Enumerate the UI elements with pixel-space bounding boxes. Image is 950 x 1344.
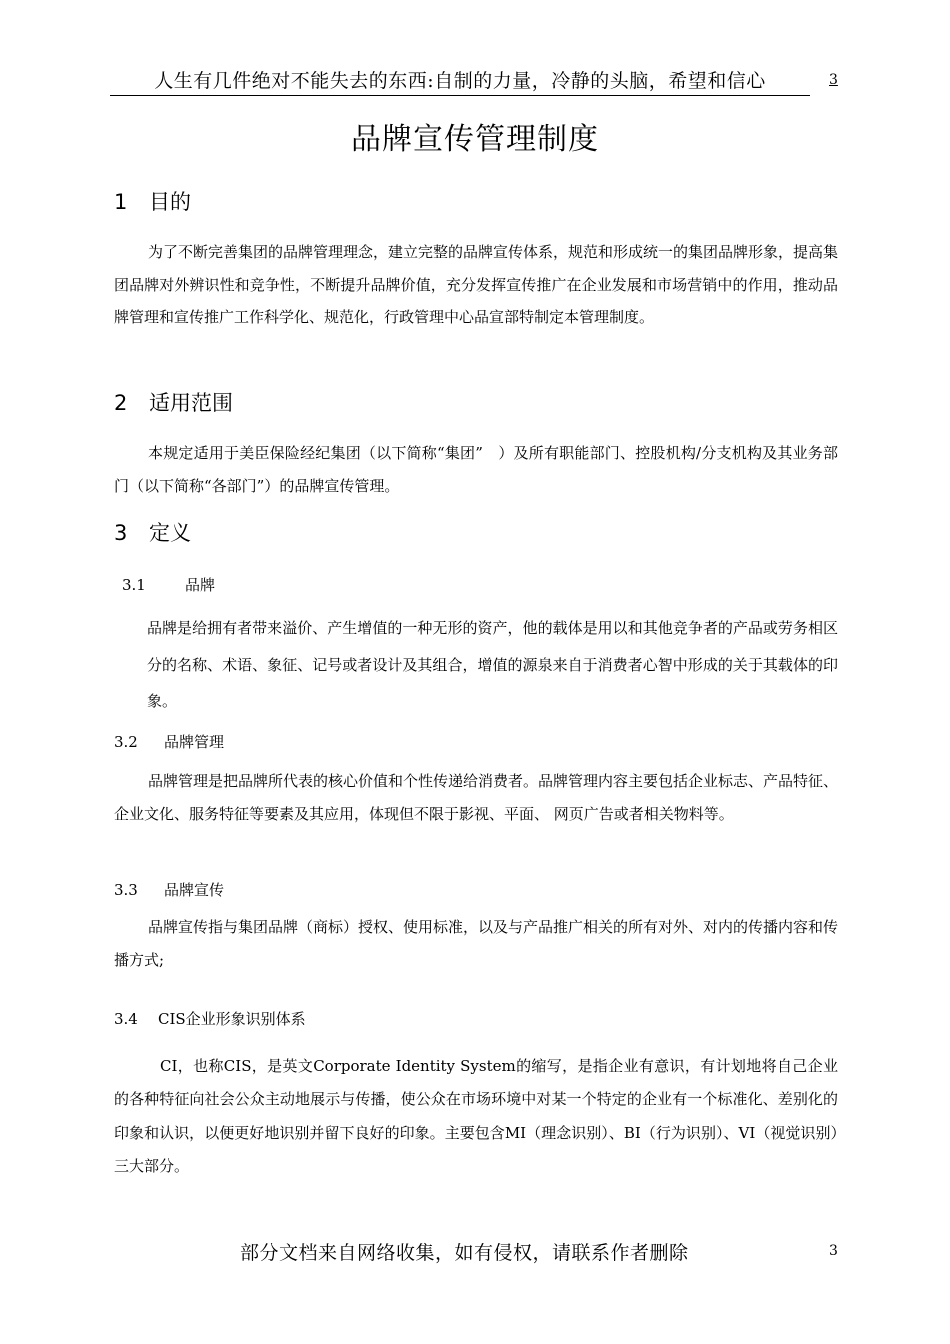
header-page-number: 3 [829,72,838,88]
subsection-number: 3.2 [114,733,138,751]
subsection-title: 品牌 [185,576,216,594]
brand-promotion-paragraph: 品牌宣传指与集团品牌（商标）授权、使用标准，以及与产品推广相关的所有对外、对内的传播内容和传播方式; [114,918,839,969]
section-heading-definitions [114,517,191,547]
footer-disclaimer: 部分文档来自网络收集，如有侵权，请联系作者删除 [240,1242,689,1264]
section-number: 3 [114,521,128,545]
section-title: 定义 [149,521,191,545]
footer-page-number: 3 [829,1243,838,1259]
subsection-number: 3.4 [114,1010,138,1028]
subsection-number: 3.1 [122,576,146,594]
cis-paragraph: CI，也称CIS，是英文Corporate Identity System的缩写，是指企业有意识，有计划地将自己企业的各种特征向社会公众主动地展示与传播，使公众在市场环境中对某一个特定的企业有一个标准化、差别化的印象和认识，以便更好地识别并留下良好的印象。主要包含MI（理念识别）、BI（行为识别）、VI（视觉识别）三大部分。 [114,1057,838,1175]
section-title: 适用范围 [149,391,233,415]
purpose-paragraph: 为了不断完善集团的品牌管理理念，建立完整的品牌宣传体系，规范和形成统一的集团品牌形象，提高集团品牌对外辨识性和竞争性，不断提升品牌价值，充分发挥宣传推广在企业发展和市场营销中的作用，推动品牌管理和宣传推广工作科学化、规范化，行政管理中心品宣部特制定本管理制度。 [114,243,839,326]
section-heading-scope [114,387,233,417]
section-title: 目的 [149,190,191,214]
section-number: 2 [114,391,128,415]
scope-paragraph: 本规定适用于美臣保险经纪集团（以下简称“集团” ）及所有职能部门、控股机构/分支机构及其业务部门（以下简称“各部门”）的品牌宣传管理。 [114,444,838,495]
subsection-title: CIS企业形象识别体系 [158,1010,306,1028]
subsection-heading-brand-promotion [114,879,224,900]
subsection-heading-cis [114,1008,306,1029]
header-divider [110,95,810,96]
subsection-number: 3.3 [114,881,138,899]
running-header: 人生有几件绝对不能失去的东西:自制的力量，冷静的头脑，希望和信心 [154,70,766,92]
subsection-heading-brand-management [114,731,224,752]
subsection-title: 品牌宣传 [164,881,225,899]
subsection-heading-brand [122,574,215,595]
section-heading-purpose [114,186,191,216]
brand-management-paragraph: 品牌管理是把品牌所代表的核心价值和个性传递给消费者。品牌管理内容主要包括企业标志、产品特征、企业文化、服务特征等要素及其应用，体现但不限于影视、平面、 网页广告或者相关物料等。 [114,772,839,823]
brand-definition-paragraph: 品牌是给拥有者带来溢价、产生增值的一种无形的资产，他的载体是用以和其他竞争者的产品或劳务相区分的名称、术语、象征、记号或者设计及其组合，增值的源泉来自于消费者心智中形成的关于其载体的印象。 [147,619,838,710]
subsection-title: 品牌管理 [164,733,225,751]
document-title: 品牌宣传管理制度 [351,122,599,157]
section-number: 1 [114,190,128,214]
